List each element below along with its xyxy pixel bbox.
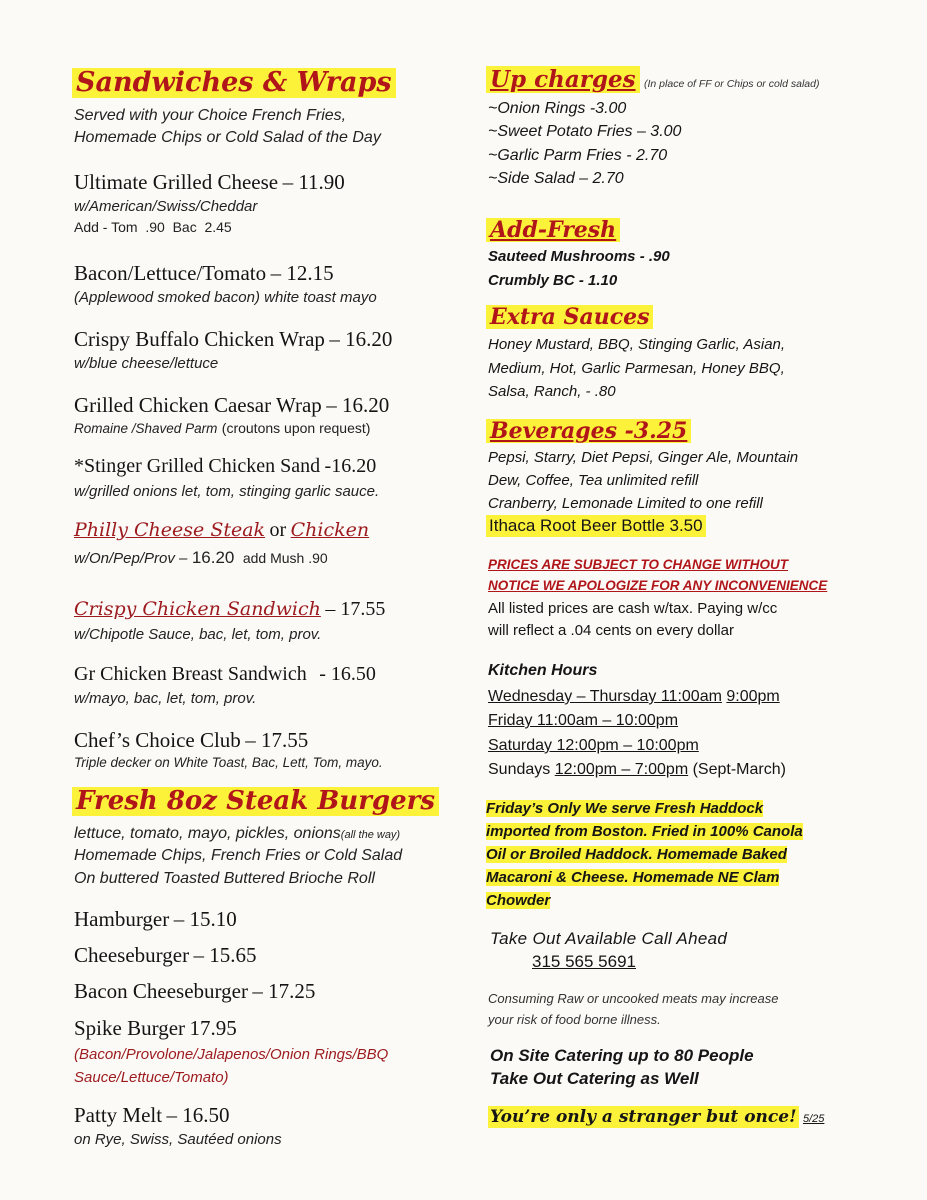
- menu-item-crispy-chicken-sandwich: [74, 598, 385, 621]
- hours-row-wed-thu: [488, 685, 780, 710]
- upcharges-title: Up charges: [486, 66, 640, 93]
- upcharge-item: ~Side Salad – 2.70: [488, 170, 624, 187]
- item-name: Crispy Buffalo Chicken Wrap: [74, 327, 325, 351]
- item-name: Patty Melt: [74, 1103, 163, 1127]
- hours-row-sat: Saturday 12:00pm – 10:00pm: [488, 737, 699, 754]
- friday-line: Oil or Broiled Haddock. Homemade Baked: [486, 846, 787, 863]
- item-desc: w/grilled onions let, tom, stinging garlic sauce.: [74, 483, 380, 500]
- menu-item-chicken-breast-sandwich: [74, 663, 376, 686]
- item-desc: [74, 420, 370, 438]
- notice-line-2: NOTICE WE APOLOGIZE FOR ANY INCONVENIENCE: [488, 578, 828, 593]
- hours-title: Kitchen Hours: [488, 662, 598, 679]
- sauces-line-3: Salsa, Ranch, - .80: [488, 383, 616, 400]
- burgers-subtitle-1: [74, 823, 400, 846]
- catering-line-1: On Site Catering up to 80 People: [490, 1046, 754, 1065]
- item-price: – 17.55: [325, 598, 386, 620]
- beverages-title: Beverages -3.25: [486, 419, 691, 443]
- item-desc: on Rye, Swiss, Sautéed onions: [74, 1131, 282, 1148]
- item-desc-1: (Bacon/Provolone/Jalapenos/Onion Rings/BBQ: [74, 1046, 389, 1063]
- item-desc: Triple decker on White Toast, Bac, Lett, Tom, mayo.: [74, 755, 383, 770]
- item-connector: or: [269, 519, 287, 541]
- menu-item-chefs-club: [74, 728, 308, 753]
- sandwiches-subtitle-1: Served with your Choice French Fries,: [74, 107, 347, 124]
- item-price: - 16.50: [319, 663, 376, 685]
- menu-item-philly: [74, 519, 369, 542]
- item-price: – 17.25: [252, 979, 316, 1003]
- menu-item-ultimate-grilled-cheese: [74, 170, 345, 195]
- item-desc-extra: (croutons upon request): [221, 420, 371, 436]
- slogan: [488, 1107, 824, 1127]
- menu-item-crispy-buffalo-wrap: [74, 327, 392, 352]
- menu-item-patty-melt: [74, 1103, 230, 1128]
- item-price: – 17.55: [245, 728, 309, 752]
- item-name: Bacon/Lettuce/Tomato: [74, 261, 267, 285]
- item-price: 17.95: [189, 1016, 237, 1040]
- phone-number[interactable]: 315 565 5691: [532, 952, 636, 971]
- burgers-title: Fresh 8oz Steak Burgers: [72, 787, 439, 816]
- sauces-line-1: Honey Mustard, BBQ, Stinging Garlic, Asian,: [488, 336, 786, 353]
- hours-times: 12:00pm – 7:00pm: [554, 761, 689, 778]
- menu-item-stinger-sand: [74, 455, 376, 478]
- item-price: – 11.90: [282, 170, 345, 194]
- item-price: 16.20: [191, 548, 235, 567]
- item-desc-main: Romaine /Shaved Parm: [74, 421, 218, 436]
- item-name: Hamburger: [74, 907, 170, 931]
- burgers-subtitle-3: On buttered Toasted Buttered Brioche Roll: [74, 870, 375, 887]
- item-name: Gr Chicken Breast Sandwich: [74, 663, 307, 685]
- sandwiches-title: Sandwiches & Wraps: [72, 68, 396, 98]
- item-name: Cheeseburger: [74, 943, 190, 967]
- item-price: – 12.15: [270, 261, 334, 285]
- friday-special: [486, 797, 803, 912]
- item-price: – 15.65: [193, 943, 257, 967]
- item-name: Chef’s Choice Club: [74, 728, 241, 752]
- item-desc: w/Chipotle Sauce, bac, let, tom, prov.: [74, 626, 322, 643]
- item-name: Ultimate Grilled Cheese: [74, 170, 279, 194]
- addfresh-title: Add-Fresh: [486, 218, 620, 242]
- upcharge-item: ~Sweet Potato Fries – 3.00: [488, 123, 682, 140]
- notice-line-1: PRICES ARE SUBJECT TO CHANGE WITHOUT: [488, 557, 789, 572]
- item-price: – 16.50: [166, 1103, 230, 1127]
- menu-item-blt: [74, 261, 334, 286]
- addfresh-item-mushrooms: Sauteed Mushrooms - .90: [488, 248, 670, 265]
- hours-close: 9:00pm: [726, 688, 780, 705]
- item-desc-addons: Add - Tom .90 Bac 2.45: [74, 219, 232, 235]
- item-desc: [74, 548, 328, 568]
- burgers-subtitle-2: Homemade Chips, French Fries or Cold Salad: [74, 847, 403, 864]
- hours-days: Sundays: [488, 761, 551, 778]
- beverages-refill-note: Cranberry, Lemonade Limited to one refill: [488, 495, 763, 512]
- upcharges-note: (In place of FF or Chips or cold salad): [644, 78, 820, 90]
- item-desc: w/blue cheese/lettuce: [74, 355, 219, 372]
- beverages-line-2: Dew, Coffee, Tea unlimited refill: [488, 472, 699, 489]
- friday-line: Macaroni & Cheese. Homemade NE Clam: [486, 869, 780, 886]
- sauces-title: Extra Sauces: [486, 305, 653, 329]
- slogan-text: You’re only a stranger but once!: [490, 1107, 797, 1127]
- menu-item-hamburger: [74, 907, 237, 932]
- burgers-toppings-note: (all the way): [340, 829, 401, 841]
- menu-item-cheeseburger: [74, 943, 257, 968]
- upcharge-item: ~Garlic Parm Fries - 2.70: [488, 147, 668, 164]
- item-price: – 16.20: [329, 327, 393, 351]
- beverages-line-1: Pepsi, Starry, Diet Pepsi, Ginger Ale, Mountain: [488, 449, 799, 466]
- consume-warning-2: your risk of food borne illness.: [488, 1012, 661, 1027]
- menu-item-bacon-cheeseburger: [74, 979, 315, 1004]
- slogan-date: 5/25: [802, 1113, 825, 1125]
- hours-row-sun: [488, 758, 786, 783]
- friday-line: Chowder: [486, 892, 551, 909]
- item-desc: w/American/Swiss/Cheddar: [74, 198, 258, 215]
- cc-note-2: will reflect a .04 cents on every dollar: [488, 622, 734, 639]
- item-desc-2: Sauce/Lettuce/Tomato): [74, 1069, 229, 1086]
- hours-season: (Sept-March): [692, 761, 786, 778]
- upcharges-header: [486, 67, 819, 92]
- item-desc: w/mayo, bac, let, tom, prov.: [74, 690, 257, 707]
- item-name: Philly Cheese Steak: [74, 519, 266, 541]
- item-name: *Stinger Grilled Chicken Sand: [74, 455, 321, 477]
- takeout-title: Take Out Available Call Ahead: [490, 929, 728, 948]
- menu-item-caesar-wrap: [74, 393, 389, 418]
- hours-days: Wednesday – Thursday 11:00am: [488, 688, 722, 705]
- item-name: Grilled Chicken Caesar Wrap: [74, 393, 322, 417]
- item-name: Bacon Cheeseburger: [74, 979, 248, 1003]
- burgers-toppings: lettuce, tomato, mayo, pickles, onions: [74, 825, 341, 842]
- consume-warning-1: Consuming Raw or uncooked meats may increase: [488, 991, 779, 1006]
- upcharge-item: ~Onion Rings -3.00: [488, 100, 627, 117]
- cc-note-1: All listed prices are cash w/tax. Paying w/cc: [488, 600, 778, 617]
- sauces-line-2: Medium, Hot, Garlic Parmesan, Honey BBQ,: [488, 360, 785, 377]
- item-name-alt: Chicken: [290, 519, 370, 541]
- item-addon: add Mush .90: [242, 550, 328, 566]
- sandwiches-subtitle-2: Homemade Chips or Cold Salad of the Day: [74, 129, 381, 146]
- friday-line: imported from Boston. Fried in 100% Canola: [486, 823, 803, 840]
- hours-row-fri: Friday 11:00am – 10:00pm: [488, 712, 679, 729]
- item-name: Spike Burger: [74, 1016, 186, 1040]
- item-price: – 15.10: [173, 907, 237, 931]
- item-desc-text: w/On/Pep/Prov –: [74, 550, 188, 567]
- friday-line: Friday’s Only We serve Fresh Haddock: [486, 800, 764, 817]
- item-price: – 16.20: [326, 393, 390, 417]
- addfresh-item-bc: Crumbly BC - 1.10: [488, 272, 618, 289]
- item-name: Crispy Chicken Sandwich: [74, 598, 321, 620]
- item-desc: (Applewood smoked bacon) white toast mayo: [74, 289, 377, 306]
- menu-item-spike-burger: [74, 1016, 237, 1041]
- catering-line-2: Take Out Catering as Well: [490, 1069, 699, 1088]
- beverages-root-beer: Ithaca Root Beer Bottle 3.50: [486, 515, 706, 537]
- item-price: -16.20: [324, 455, 377, 477]
